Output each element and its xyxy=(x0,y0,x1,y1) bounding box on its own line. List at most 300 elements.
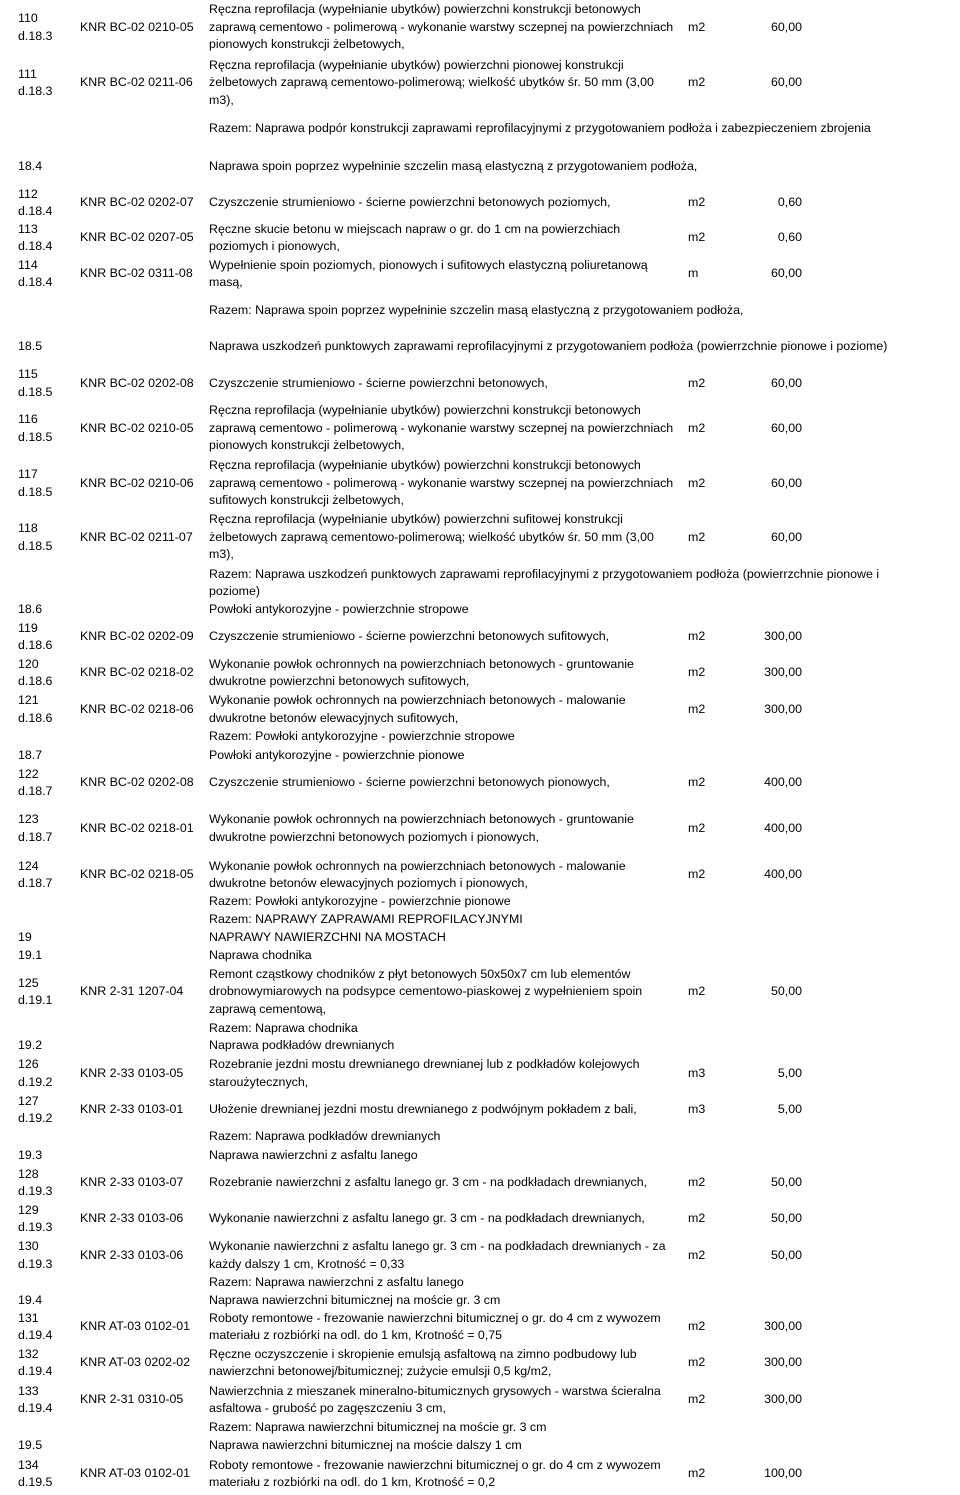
unit xyxy=(688,1019,738,1038)
unit xyxy=(688,1345,738,1381)
unit xyxy=(688,1055,738,1092)
quantity xyxy=(742,456,802,511)
quantity xyxy=(742,1292,802,1309)
unit xyxy=(688,55,738,111)
norm-code xyxy=(80,911,206,929)
quantity xyxy=(742,746,802,765)
item-number xyxy=(18,1437,76,1455)
description xyxy=(209,1382,679,1418)
description-text: Naprawa podkładów drewnianych xyxy=(209,1038,395,1053)
description-text: Ułożenie drewnianej jezdni mostu drewnianego z podwójnym pokładem z bali, xyxy=(209,1102,637,1117)
description-text: Naprawa uszkodzeń punktowych zaprawami reprofilacyjnymi z przygotowaniem podłoża (powierrzchnie pionowe i poziome) xyxy=(209,339,888,354)
quantity xyxy=(742,1201,802,1237)
item-number xyxy=(18,1055,76,1092)
unit xyxy=(688,655,738,691)
table-row xyxy=(0,365,960,402)
section-row xyxy=(0,1437,960,1455)
item-number-line: d.19.3 xyxy=(18,1184,53,1198)
norm-code-text: KNR 2-33 0103-05 xyxy=(80,1065,184,1080)
unit-text: m2 xyxy=(688,1247,706,1262)
quantity-text: 400,00 xyxy=(764,775,802,790)
quantity xyxy=(742,619,802,655)
item-number-line: d.19.3 xyxy=(18,1256,53,1271)
quantity-text: 60,00 xyxy=(770,19,802,34)
description xyxy=(209,619,679,655)
section-row xyxy=(0,911,960,929)
item-number-line: 113 xyxy=(18,221,38,236)
item-number-line: d.18.3 xyxy=(18,28,53,43)
item-number xyxy=(18,185,76,221)
item-number-line: d.19.4 xyxy=(18,1401,53,1415)
quantity xyxy=(742,329,802,365)
norm-code xyxy=(80,746,206,765)
item-number-line: d.19.3 xyxy=(18,1220,53,1234)
section-row xyxy=(0,947,960,965)
quantity xyxy=(742,1418,802,1437)
unit xyxy=(688,1273,738,1292)
item-number-line: 19.4 xyxy=(18,1292,43,1307)
item-number-line: 117 xyxy=(18,467,38,481)
unit-text: m2 xyxy=(688,984,706,999)
norm-code xyxy=(80,947,206,965)
unit-text: m2 xyxy=(688,1319,706,1334)
quantity-text: 0,60 xyxy=(777,230,802,245)
unit xyxy=(688,148,738,185)
item-number-line: d.18.5 xyxy=(18,384,53,399)
item-number-line: 110 xyxy=(18,11,38,25)
norm-code xyxy=(80,1418,206,1437)
quantity xyxy=(742,1037,802,1055)
item-number-line: 133 xyxy=(18,1383,39,1398)
quantity xyxy=(742,911,802,929)
item-number-line: 129 xyxy=(18,1202,39,1217)
item-number-line: d.18.4 xyxy=(18,239,53,253)
item-number-line: d.18.6 xyxy=(18,674,53,688)
item-number xyxy=(18,655,76,691)
norm-code-text: KNR BC-02 0218-02 xyxy=(80,665,194,680)
item-number xyxy=(18,256,76,292)
quantity-text: 300,00 xyxy=(764,1392,802,1407)
item-number-line: 19 xyxy=(18,930,32,945)
unit xyxy=(688,1382,738,1418)
item-number xyxy=(18,55,76,111)
section-row xyxy=(0,110,960,148)
norm-code-text: KNR BC-02 0202-08 xyxy=(80,775,194,790)
item-number-line: 123 xyxy=(18,812,39,826)
norm-code-text: KNR BC-02 0210-06 xyxy=(80,475,194,490)
description-text: Powłoki antykorozyjne - powierzchnie stropowe xyxy=(209,602,469,617)
item-number-line: 132 xyxy=(18,1346,39,1361)
unit xyxy=(688,565,738,601)
section-row xyxy=(0,1292,960,1309)
item-number-line: 18.4 xyxy=(18,158,43,173)
description-text: Razem: Naprawa uszkodzeń punktowych zaprawami reprofilacyjnymi z przygotowaniem podłoża (powierrzchnie pionowe i poziome) xyxy=(209,566,880,598)
unit xyxy=(688,510,738,565)
table-row xyxy=(0,1345,960,1381)
quantity xyxy=(742,929,802,947)
description-text: Razem: Naprawa podpór konstrukcji zaprawami reprofilacyjnymi z przygotowaniem podłoża i zabezpieczeniem zbrojenia xyxy=(209,121,871,136)
item-number-line: d.19.5 xyxy=(18,1475,53,1489)
item-number xyxy=(18,893,76,911)
table-row xyxy=(0,1382,960,1418)
unit xyxy=(688,256,738,292)
description xyxy=(209,1055,679,1092)
unit-text: m2 xyxy=(688,195,706,210)
quantity xyxy=(742,55,802,111)
item-number-line: 18.7 xyxy=(18,747,43,762)
unit-text: m2 xyxy=(688,475,706,490)
norm-code xyxy=(80,601,206,619)
unit xyxy=(688,365,738,402)
description-text: Czyszczenie strumieniowo - ścierne powierzchni betonowych poziomych, xyxy=(209,195,611,210)
unit-text: m xyxy=(688,266,699,281)
item-number xyxy=(18,1345,76,1381)
item-number-line: 127 xyxy=(18,1093,39,1108)
description-text: Ręczna reprofilacja (wypełnianie ubytków) powierzchni konstrukcji betonowych zaprawą cementowo - polimerową - wykonanie warstwy sczepnej na powierzchniach pionowych konstrukcji żelbetowych, xyxy=(209,403,674,453)
norm-code xyxy=(80,1128,206,1146)
description-text: Razem: NAPRAWY ZAPRAWAMI REPROFILACYJNYMI xyxy=(209,912,523,927)
item-number xyxy=(18,1019,76,1038)
norm-code-text: KNR BC-02 0218-05 xyxy=(80,867,194,882)
quantity xyxy=(742,0,802,55)
quantity-text: 60,00 xyxy=(770,475,802,490)
description-text: Ręczne skucie betonu w miejscach napraw o gr. do 1 cm na powierzchiach poziomych i pionowych, xyxy=(209,221,621,253)
unit xyxy=(688,1237,738,1274)
unit xyxy=(688,856,738,894)
section-row xyxy=(0,1273,960,1292)
norm-code xyxy=(80,893,206,911)
unit xyxy=(688,765,738,801)
item-number xyxy=(18,765,76,801)
section-row xyxy=(0,728,960,746)
item-number xyxy=(18,601,76,619)
item-number-line: 124 xyxy=(18,858,39,873)
unit xyxy=(688,1037,738,1055)
norm-code xyxy=(80,728,206,746)
description xyxy=(209,1201,679,1237)
description-text: Ręczne oczyszczenie i skropienie emulsją asfaltową na zimno podbudowy lub nawierzchni betonowej/bitumicznej; zużycie emulsji 0,5 kg/m2, xyxy=(209,1346,637,1378)
quantity xyxy=(742,1309,802,1345)
description-text: Rozebranie nawierzchni z asfaltu lanego gr. 3 cm - na podkładach drewnianych, xyxy=(209,1175,648,1190)
item-number-line: 131 xyxy=(18,1310,39,1325)
norm-code xyxy=(80,1437,206,1455)
table-row xyxy=(0,0,960,55)
unit-text: m3 xyxy=(688,1065,706,1080)
norm-code xyxy=(80,965,206,1019)
quantity xyxy=(742,148,802,185)
norm-code xyxy=(80,148,206,185)
item-number xyxy=(18,365,76,402)
description-text: Powłoki antykorozyjne - powierzchnie pionowe xyxy=(209,747,465,762)
norm-code-text: KNR BC-02 0202-07 xyxy=(80,195,194,210)
description-text: Wykonanie powłok ochronnych na powierzchniach betonowych - malowanie dwukrotne betonów elewacyjnych poziomych i pionowych, xyxy=(209,858,626,890)
item-number xyxy=(18,1201,76,1237)
quantity-text: 100,00 xyxy=(764,1466,802,1481)
quantity xyxy=(742,965,802,1019)
quantity-text: 60,00 xyxy=(770,420,802,435)
section-row xyxy=(0,292,960,329)
item-number xyxy=(18,1037,76,1055)
unit xyxy=(688,801,738,856)
item-number xyxy=(18,947,76,965)
unit xyxy=(688,965,738,1019)
unit-text: m2 xyxy=(688,75,706,90)
item-number-line: d.19.4 xyxy=(18,1364,53,1378)
unit xyxy=(688,728,738,746)
description-text: Naprawa chodnika xyxy=(209,948,312,963)
description-text: Ręczna reprofilacja (wypełnianie ubytków) powierzchni pionowej konstrukcji żelbetowych zaprawą cementowo-polimerową; wielkość ubytków śr. 50 mm (3,00 m3), xyxy=(209,57,654,107)
item-number xyxy=(18,1146,76,1165)
item-number xyxy=(18,456,76,511)
quantity-text: 50,00 xyxy=(770,1247,802,1262)
norm-code xyxy=(80,1092,206,1128)
item-number-line: d.18.7 xyxy=(18,829,53,844)
item-number-line: 122 xyxy=(18,766,39,781)
item-number xyxy=(18,929,76,947)
norm-code xyxy=(80,1055,206,1092)
norm-code xyxy=(80,55,206,111)
item-number xyxy=(18,0,76,55)
description-text: Naprawa nawierzchni z asfaltu lanego xyxy=(209,1147,418,1162)
description xyxy=(209,1309,679,1345)
description-text: Rozebranie jezdni mostu drewnianego drewnianej lub z podkładów kolejowych staroużytecznych, xyxy=(209,1057,640,1089)
item-number xyxy=(18,220,76,256)
description-text: Wykonanie powłok ochronnych na powierzchniach betonowych - gruntowanie dwukrotne powierzchni betonowych poziomych i pionowych, xyxy=(209,812,634,844)
section-row xyxy=(0,893,960,911)
quantity xyxy=(742,893,802,911)
description-text: Czyszczenie strumieniowo - ścierne powierzchni betonowych, xyxy=(209,375,548,390)
table-row xyxy=(0,801,960,856)
unit xyxy=(688,1418,738,1437)
norm-code-text: KNR BC-02 0202-09 xyxy=(80,629,194,644)
item-number xyxy=(18,1092,76,1128)
description xyxy=(209,185,679,221)
norm-code xyxy=(80,1382,206,1418)
norm-code xyxy=(80,292,206,329)
quantity xyxy=(742,601,802,619)
item-number-line: 128 xyxy=(18,1166,39,1181)
unit xyxy=(688,185,738,221)
quantity xyxy=(742,1055,802,1092)
section-row xyxy=(0,1019,960,1038)
norm-code xyxy=(80,765,206,801)
quantity xyxy=(742,1382,802,1418)
norm-code-text: KNR AT-03 0202-02 xyxy=(80,1355,190,1370)
item-number-line: 19.2 xyxy=(18,1038,43,1053)
item-number-line: 112 xyxy=(18,186,38,201)
norm-code xyxy=(80,110,206,148)
quantity-text: 300,00 xyxy=(764,629,802,644)
unit-text: m2 xyxy=(688,375,706,390)
quantity-text: 300,00 xyxy=(764,1355,802,1370)
description-text: Czyszczenie strumieniowo - ścierne powierzchni betonowych pionowych, xyxy=(209,775,610,790)
unit-text: m2 xyxy=(688,1211,706,1226)
item-number xyxy=(18,746,76,765)
section-row xyxy=(0,329,960,365)
description xyxy=(209,1165,679,1201)
norm-code xyxy=(80,1165,206,1201)
norm-code xyxy=(80,1345,206,1381)
item-number-line: 130 xyxy=(18,1239,39,1253)
norm-code xyxy=(80,1146,206,1165)
description-text: Wykonanie powłok ochronnych na powierzchniach betonowych - malowanie dwukrotne betonów elewacyjnych sufitowych, xyxy=(209,693,626,725)
table-row xyxy=(0,1165,960,1201)
norm-code xyxy=(80,565,206,601)
unit xyxy=(688,456,738,511)
table-row xyxy=(0,691,960,728)
unit-text: m2 xyxy=(688,420,706,435)
unit xyxy=(688,746,738,765)
unit xyxy=(688,929,738,947)
item-number xyxy=(18,1455,76,1493)
description xyxy=(209,365,679,402)
description xyxy=(209,691,679,728)
quantity xyxy=(742,256,802,292)
quantity-text: 50,00 xyxy=(770,1175,802,1190)
norm-code-text: KNR 2-33 0103-06 xyxy=(80,1247,184,1262)
item-number-line: d.19.2 xyxy=(18,1074,53,1089)
quantity xyxy=(742,856,802,894)
description xyxy=(209,0,679,55)
quantity-text: 300,00 xyxy=(764,665,802,680)
item-number xyxy=(18,1237,76,1274)
norm-code-text: KNR AT-03 0102-01 xyxy=(80,1319,190,1334)
item-number-line: 118 xyxy=(18,521,38,535)
description xyxy=(209,456,679,511)
norm-code xyxy=(80,655,206,691)
description-text: Czyszczenie strumieniowo - ścierne powierzchni betonowych sufitowych, xyxy=(209,629,610,644)
description-text: Razem: Naprawa nawierzchni bitumicznej na moście gr. 3 cm xyxy=(209,1419,547,1434)
quantity-text: 400,00 xyxy=(764,867,802,882)
unit-text: m2 xyxy=(688,775,706,790)
item-number-line: 119 xyxy=(18,620,38,635)
quantity xyxy=(742,1092,802,1128)
quantity-text: 60,00 xyxy=(770,266,802,281)
description-text: Roboty remontowe - frezowanie nawierzchni bitumicznej o gr. do 4 cm z wywozem materiału z rozbiórki na odl. do 1 km, Krotność = 0,75 xyxy=(209,1310,661,1342)
unit xyxy=(688,292,738,329)
unit xyxy=(688,220,738,256)
item-number-line: d.18.4 xyxy=(18,275,53,289)
table-row xyxy=(0,185,960,221)
unit xyxy=(688,1146,738,1165)
item-number-line: 134 xyxy=(18,1457,39,1472)
unit xyxy=(688,1201,738,1237)
section-row xyxy=(0,1146,960,1165)
norm-code xyxy=(80,1019,206,1038)
item-number-line: 19.5 xyxy=(18,1438,43,1453)
unit xyxy=(688,329,738,365)
table-row xyxy=(0,619,960,655)
quantity xyxy=(742,1165,802,1201)
section-row xyxy=(0,1128,960,1146)
quantity xyxy=(742,691,802,728)
norm-code xyxy=(80,1273,206,1292)
item-number xyxy=(18,801,76,856)
section-row xyxy=(0,1037,960,1055)
norm-code-text: KNR 2-33 0103-01 xyxy=(80,1102,184,1117)
description-text: Remont cząstkowy chodników z płyt betonowych 50x50x7 cm lub elementów drobnowymiarowych na podsypce cementowo-piaskowej z wypełnieniem spoin zaprawą cementową, xyxy=(209,966,643,1016)
unit-text: m2 xyxy=(688,1175,706,1190)
norm-code xyxy=(80,1455,206,1493)
item-number xyxy=(18,565,76,601)
norm-code-text: KNR BC-02 0202-08 xyxy=(80,375,194,390)
norm-code-text: KNR BC-02 0211-06 xyxy=(80,75,193,90)
description-text: Naprawa spoin poprzez wypełninie szczelin masą elastyczną z przygotowaniem podłoża, xyxy=(209,158,698,173)
unit xyxy=(688,1128,738,1146)
item-number-line: 125 xyxy=(18,975,39,990)
description xyxy=(209,510,679,565)
norm-code-text: KNR 2-33 0103-07 xyxy=(80,1175,184,1190)
norm-code xyxy=(80,619,206,655)
item-number xyxy=(18,510,76,565)
quantity xyxy=(742,1146,802,1165)
norm-code xyxy=(80,929,206,947)
unit xyxy=(688,110,738,148)
norm-code-text: KNR BC-02 0218-01 xyxy=(80,820,194,835)
norm-code xyxy=(80,691,206,728)
quantity-text: 300,00 xyxy=(764,701,802,716)
item-number-line: 116 xyxy=(18,412,38,426)
table-row xyxy=(0,1055,960,1092)
quantity xyxy=(742,1237,802,1274)
item-number-line: 19.1 xyxy=(18,948,43,963)
quantity xyxy=(742,728,802,746)
norm-code xyxy=(80,185,206,221)
section-row xyxy=(0,929,960,947)
item-number xyxy=(18,691,76,728)
item-number-line: 120 xyxy=(18,656,39,671)
description xyxy=(209,655,679,691)
description xyxy=(209,1455,679,1493)
description xyxy=(209,856,679,894)
unit xyxy=(688,947,738,965)
item-number xyxy=(18,1165,76,1201)
norm-code xyxy=(80,801,206,856)
item-number-line: 18.5 xyxy=(18,339,43,354)
quantity xyxy=(742,220,802,256)
item-number-line: d.18.5 xyxy=(18,429,53,444)
norm-code-text: KNR BC-02 0211-07 xyxy=(80,529,193,544)
quantity-text: 0,60 xyxy=(777,195,802,210)
norm-code-text: KNR BC-02 0207-05 xyxy=(80,230,194,245)
norm-code-text: KNR 2-31 1207-04 xyxy=(80,984,184,999)
item-number-line: 115 xyxy=(18,367,38,381)
description xyxy=(209,220,679,256)
table-row xyxy=(0,456,960,511)
table-row xyxy=(0,510,960,565)
norm-code xyxy=(80,456,206,511)
item-number-line: d.18.5 xyxy=(18,484,53,499)
section-row xyxy=(0,601,960,619)
unit xyxy=(688,401,738,456)
description-text: Roboty remontowe - frezowanie nawierzchni bitumicznej o gr. do 4 cm z wywozem materiału z rozbiórki na odl. do 1 km, Krotność = 0,2 xyxy=(209,1457,661,1489)
item-number-line: 121 xyxy=(18,693,39,707)
norm-code xyxy=(80,256,206,292)
unit xyxy=(688,1309,738,1345)
table-row xyxy=(0,655,960,691)
item-number xyxy=(18,1418,76,1437)
section-row xyxy=(0,1418,960,1437)
description xyxy=(209,55,679,111)
description-text: Razem: Powłoki antykorozyjne - powierzchnie stropowe xyxy=(209,729,515,744)
quantity xyxy=(742,565,802,601)
description-text: NAPRAWY NAWIERZCHNI NA MOSTACH xyxy=(209,930,446,945)
norm-code xyxy=(80,1201,206,1237)
quantity xyxy=(742,401,802,456)
item-number xyxy=(18,1273,76,1292)
description xyxy=(209,765,679,801)
description-text: Razem: Naprawa podkładów drewnianych xyxy=(209,1129,441,1144)
